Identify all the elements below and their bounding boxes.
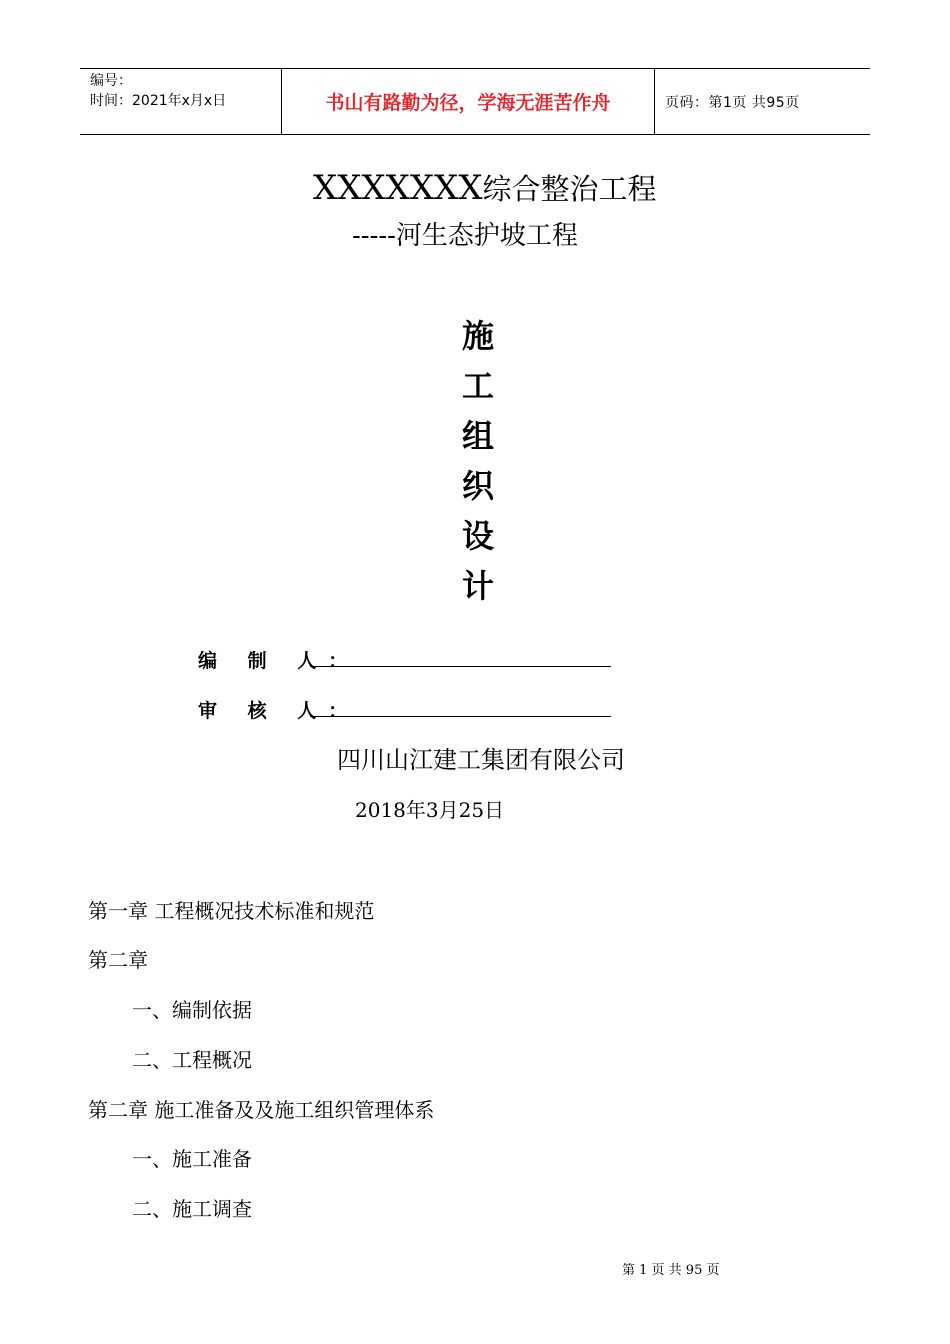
- title-rest: 综合整治工程: [482, 172, 657, 206]
- toc-item: 第一章 工程概况技术标准和规范: [88, 899, 375, 923]
- title-code: XXXXXXX: [313, 168, 483, 208]
- reviewer-label: 审 核 人：: [198, 700, 360, 722]
- vertical-title-char: 织: [461, 467, 494, 505]
- reviewer-signature-line: [310, 716, 611, 717]
- number-label: 编号：: [90, 73, 132, 89]
- toc-item: 第二章: [88, 948, 148, 972]
- toc-item: 一、编制依据: [132, 998, 252, 1022]
- toc-item: 二、工程概况: [132, 1048, 252, 1072]
- vertical-title-char: 工: [461, 367, 494, 405]
- editor-label: 编 制 人：: [198, 650, 360, 672]
- time-label: 时间：2021年x月x日: [90, 93, 227, 109]
- document-title: [313, 167, 656, 208]
- vertical-title-char: 组: [461, 417, 494, 455]
- vertical-title-char: 计: [461, 567, 494, 605]
- company-name: 四川山江建工集团有限公司: [337, 746, 625, 774]
- header-motto: 书山有路勤为径，学海无涯苦作舟: [281, 69, 655, 134]
- toc-item: 一、施工准备: [132, 1147, 252, 1171]
- toc-item: 二、施工调查: [132, 1197, 252, 1221]
- header-meta: [80, 69, 281, 134]
- page-header: [80, 68, 870, 135]
- vertical-title-char: 设: [461, 517, 494, 555]
- page-footer: 第 1 页 共 95 页: [622, 1263, 720, 1278]
- header-page-info: 页码：第1页 共95页: [665, 94, 800, 111]
- document-subtitle: -----河生态护坡工程: [352, 221, 578, 251]
- editor-signature-line: [310, 666, 611, 667]
- toc-item: 第二章 施工准备及及施工组织管理体系: [88, 1098, 435, 1122]
- vertical-title-char: 施: [461, 317, 494, 355]
- document-date: 2018年3月25日: [355, 798, 505, 822]
